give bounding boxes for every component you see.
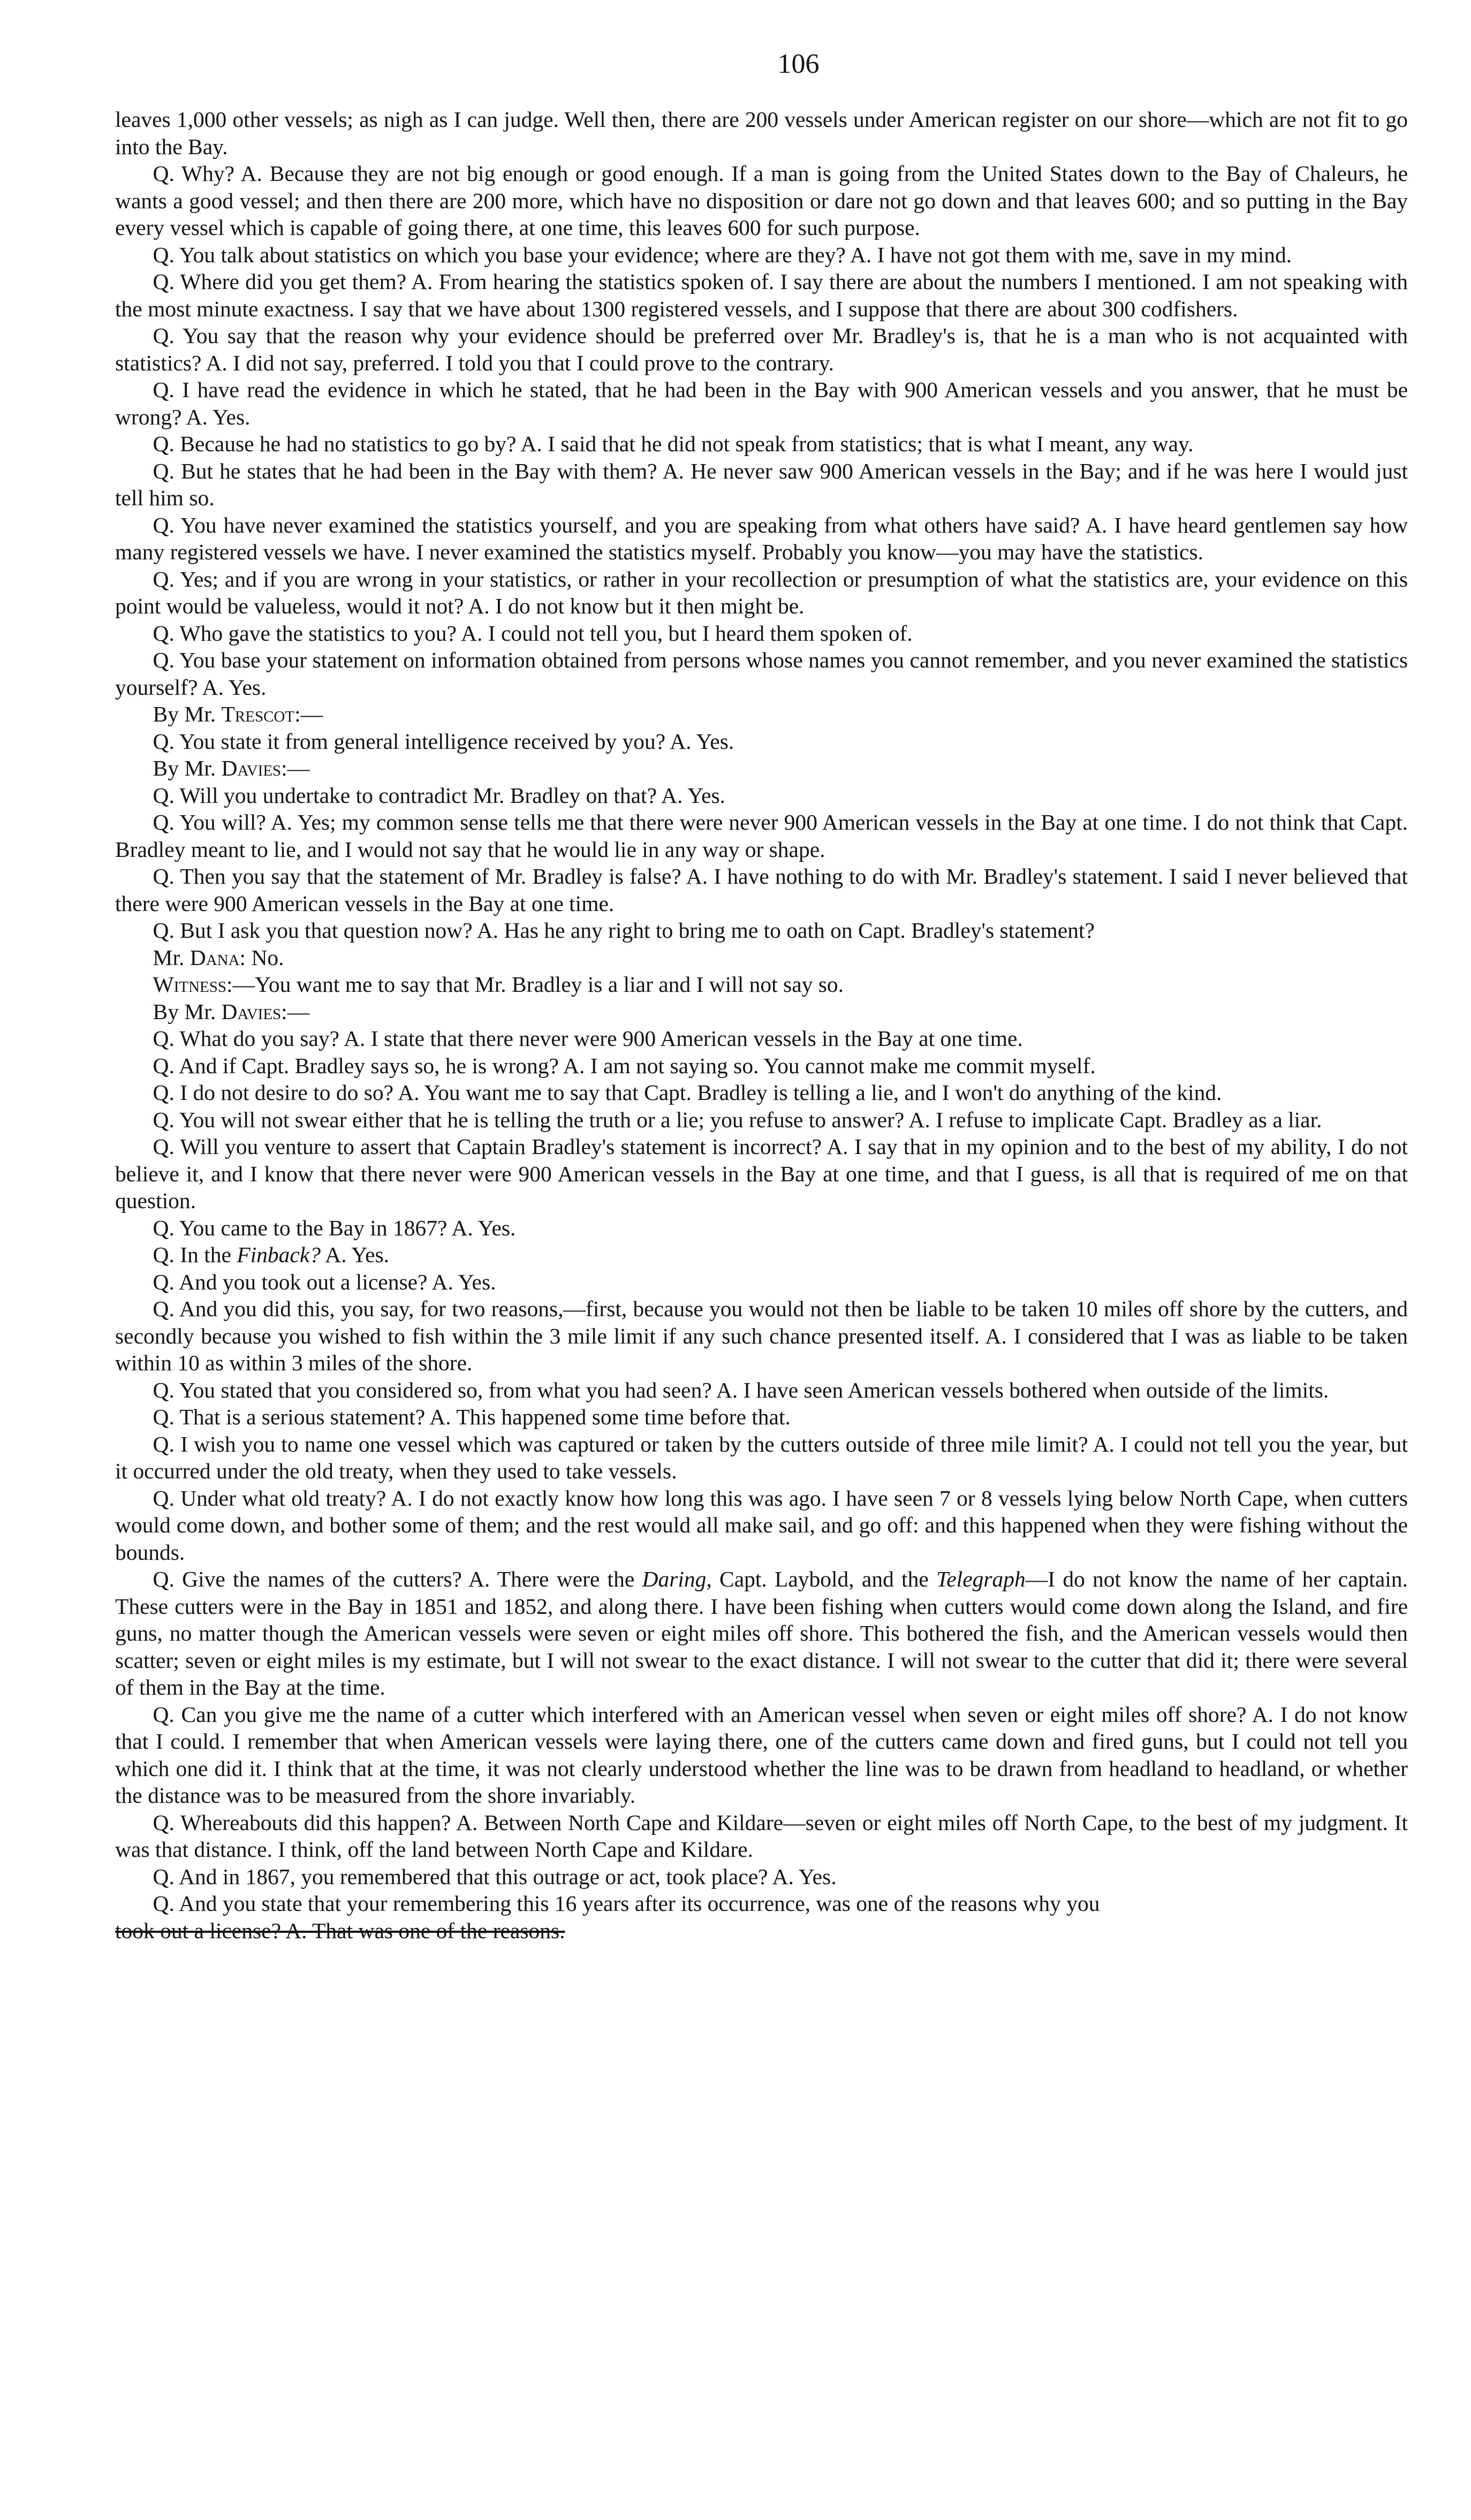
paragraph-text: Q. You base your statement on information obtained from persons whose names you cannot remember, and you never examined the statistics yourself? A. Yes. xyxy=(115,648,1408,700)
paragraph-text: Q. You have never examined the statistics yourself, and you are speaking from what others have said? A. I have heard gentlemen say how many registered vessels we have. I never examined the statistics myself. Probably you know—you may have the statistics. xyxy=(115,512,1408,564)
paragraph-text: Q. Whereabouts did this happen? A. Between North Cape and Kildare—seven or eight miles off North Cape, to the best of my judgment. It was that distance. I think, off the land between North Cape and Kildare. xyxy=(115,1810,1408,1862)
testimony-paragraph xyxy=(115,1431,1408,1485)
paragraph-text: Q. Yes; and if you are wrong in your statistics, or rather in your recollection or presumption of what the statistics are, your evidence on this point would be valueless, would it not? A. I do not know but it then might be. xyxy=(115,566,1408,618)
paragraph-text: By Mr. xyxy=(153,756,222,780)
testimony-paragraph xyxy=(115,782,1408,809)
speaker-heading xyxy=(115,701,1408,728)
paragraph-text: Q. Why? A. Because they are not big enough or good enough. If a man is going from the United States down to the Bay of Chaleurs, he wants a good vessel; and then there are 200 more, which have no disposition or dare not go down and that leaves 600; and so putting in the Bay every vessel which is capable of going there, at one time, this leaves 600 for such purpose. xyxy=(115,161,1408,240)
testimony-paragraph xyxy=(115,1485,1408,1566)
paragraph-text: Q. What do you say? A. I state that there never were 900 American vessels in the Bay at one time. xyxy=(153,1026,1023,1051)
testimony-paragraph xyxy=(115,106,1408,160)
testimony-paragraph xyxy=(115,1403,1408,1431)
testimony-paragraph xyxy=(115,1133,1408,1215)
paragraph-text: Q. I wish you to name one vessel which was captured or taken by the cutters outside of three mile limit? A. I could not tell you the year, but it occurred under the old treaty, when they used to take vessels. xyxy=(115,1431,1408,1483)
testimony-paragraph xyxy=(115,160,1408,241)
testimony-paragraph xyxy=(115,1890,1408,1917)
speaker-heading xyxy=(115,971,1408,998)
paragraph-text: Q. You will? A. Yes; my common sense tells me that there were never 900 American vessels in the Bay at one time. I do not think that Capt. Bradley meant to lie, and I would not say that he would lie in any way or shape. xyxy=(115,810,1408,862)
paragraph-text: Q. And if Capt. Bradley says so, he is wrong? A. I am not saying so. You cannot make me commit myself. xyxy=(153,1053,1096,1078)
paragraph-text: A. Yes. xyxy=(321,1242,390,1267)
paragraph-text: Q. I have read the evidence in which he stated, that he had been in the Bay with 900 American vessels and you answer, that he must be wrong? A. Yes. xyxy=(115,377,1408,429)
speaker-name: Witness xyxy=(153,972,227,997)
speaker-heading xyxy=(115,998,1408,1026)
paragraph-text: Q. That is a serious statement? A. This happened some time before that. xyxy=(153,1405,791,1429)
testimony-paragraph xyxy=(115,647,1408,701)
testimony-text xyxy=(115,106,1408,1944)
paragraph-text: By Mr. xyxy=(153,999,222,1024)
paragraph-text: Q. And in 1867, you remembered that this outrage or act, took place? A. Yes. xyxy=(153,1864,837,1889)
page-number: 106 xyxy=(777,49,820,79)
paragraph-text: By Mr. xyxy=(153,702,222,726)
paragraph-text: Q. You state it from general intelligence received by you? A. Yes. xyxy=(153,728,734,754)
vessel-name: Daring xyxy=(642,1567,707,1591)
testimony-paragraph xyxy=(115,620,1408,647)
testimony-paragraph xyxy=(115,1863,1408,1891)
paragraph-text: Q. Because he had no statistics to go by? A. I said that he did not speak from statistics; that is what I meant, any way. xyxy=(153,431,1194,456)
paragraph-text: Q. And you state that your remembering this 16 years after its occurrence, was one of the reasons why you xyxy=(153,1891,1100,1916)
paragraph-text: :—You want me to say that Mr. Bradley is a liar and I will not say so. xyxy=(226,972,844,997)
testimony-paragraph xyxy=(115,1917,1408,1945)
testimony-paragraph xyxy=(115,809,1408,863)
testimony-paragraph xyxy=(115,728,1408,755)
paragraph-text: , Capt. Laybold, and the xyxy=(706,1567,936,1591)
testimony-paragraph xyxy=(115,1025,1408,1052)
paragraph-text: Q. You will not swear either that he is telling the truth or a lie; you refuse to answer? A. I refuse to implicate Capt. Bradley as a liar. xyxy=(153,1107,1322,1132)
paragraph-text: :— xyxy=(281,999,310,1024)
testimony-paragraph xyxy=(115,1106,1408,1134)
speaker-heading xyxy=(115,944,1408,971)
paragraph-text: Q. You talk about statistics on which you base your evidence; where are they? A. I have not got them with me, save in my mind. xyxy=(153,242,1292,267)
paragraph-text: Q. Under what old treaty? A. I do not exactly know how long this was ago. I have seen 7 or 8 vessels lying below North Cape, when cutters would come down, and bother some of them; and the rest would all make sail, and go off: and this happened when they were fishing without the bounds. xyxy=(115,1485,1408,1565)
paragraph-text: Q. But he states that he had been in the Bay with them? A. He never saw 900 American vessels in the Bay; and if he was here I would just tell him so. xyxy=(115,458,1408,510)
speaker-name: Davies xyxy=(221,756,282,780)
paragraph-text: Q. Who gave the statistics to you? A. I could not tell you, but I heard them spoken of. xyxy=(153,620,913,646)
testimony-paragraph xyxy=(115,1809,1408,1863)
testimony-paragraph xyxy=(115,863,1408,917)
testimony-paragraph xyxy=(115,512,1408,566)
paragraph-text: Q. Will you undertake to contradict Mr. Bradley on that? A. Yes. xyxy=(153,783,726,808)
paragraph-text: Q. In the xyxy=(153,1242,237,1267)
paragraph-text: Mr. xyxy=(153,945,190,970)
paragraph-text: Q. Then you say that the statement of Mr. Bradley is false? A. I have nothing to do with Mr. Bradley's statement. I said I never believed that there were 900 American vessels in the Bay at one time. xyxy=(115,864,1408,916)
paragraph-text: :— xyxy=(281,756,310,780)
testimony-paragraph xyxy=(115,430,1408,458)
paragraph-text: Q. But I ask you that question now? A. Has he any right to bring me to oath on Capt. Bradley's statement? xyxy=(153,918,1095,943)
speaker-name: Trescot xyxy=(221,702,295,726)
paragraph-text: Q. Can you give me the name of a cutter which interfered with an American vessel when seven or eight miles off shore? A. I do not know that I could. I remember that when American vessels were laying there, one of the cutters came down and fired guns, but I could not tell you which one did it. I think that at the time, it was not clearly understood whether the line was to be drawn from headland to headland, or whether the distance was to be measured from the shore invariably. xyxy=(115,1702,1408,1808)
testimony-paragraph xyxy=(115,1566,1408,1701)
testimony-paragraph xyxy=(115,268,1408,322)
testimony-paragraph xyxy=(115,1377,1408,1404)
testimony-paragraph xyxy=(115,566,1408,620)
paragraph-text: Q. And you did this, you say, for two reasons,—first, because you would not then be liable to be taken 10 miles off shore by the cutters, and secondly because you wished to fish within the 3 mile limit if any such chance presented itself. A. I considered that I was as liable to be taken within 10 as within 3 miles of the shore. xyxy=(115,1296,1408,1375)
paragraph-text: Q. And you took out a license? A. Yes. xyxy=(153,1269,496,1294)
paragraph-text: Q. You stated that you considered so, from what you had seen? A. I have seen American vessels bothered when outside of the limits. xyxy=(153,1377,1329,1402)
paragraph-text: Q. Will you venture to assert that Captain Bradley's statement is incorrect? A. I say that in my opinion and to the best of my ability, I do not believe it, and I know that there never were 900 American vessels in the Bay at one time, and that I guess, is all that is required of me on that question. xyxy=(115,1134,1408,1213)
testimony-paragraph xyxy=(115,322,1408,376)
paragraph-text: : No. xyxy=(239,945,284,970)
speaker-heading xyxy=(115,755,1408,782)
testimony-paragraph xyxy=(115,1241,1408,1269)
paragraph-text: —I do not know the name of her captain. These cutters were in the Bay in 1851 and 1852, and along there. I have been fishing when cutters would come down along the Island, and fire guns, no matter though the American vessels were seven or eight miles off shore. This bothered the fish, and the American vessels would then scatter; seven or eight miles is my estimate, but I will not swear to the exact distance. I will not swear to the cutter that did it; there were several of them in the Bay at the time. xyxy=(115,1567,1408,1699)
paragraph-text: Q. Give the names of the cutters? A. There were the xyxy=(153,1567,642,1591)
paragraph-text: Q. I do not desire to do so? A. You want me to say that Capt. Bradley is telling a lie, and I won't do anything of the kind. xyxy=(153,1080,1222,1105)
testimony-paragraph xyxy=(115,376,1408,430)
testimony-paragraph xyxy=(115,917,1408,944)
speaker-name: Dana xyxy=(189,945,240,970)
paragraph-text: Q. You say that the reason why your evidence should be preferred over Mr. Bradley's is, that he is a man who is not acquainted with statistics? A. I did not say, preferred. I told you that I could prove to the contrary. xyxy=(115,323,1408,375)
paragraph-text: leaves 1,000 other vessels; as nigh as I can judge. Well then, there are 200 vessels under American register on our shore—which are not fit to go into the Bay. xyxy=(115,107,1408,159)
vessel-name: Telegraph xyxy=(936,1567,1026,1591)
paragraph-text: :— xyxy=(294,702,323,726)
testimony-paragraph xyxy=(115,1079,1408,1106)
testimony-paragraph xyxy=(115,1701,1408,1809)
paragraph-text: Q. You came to the Bay in 1867? A. Yes. xyxy=(153,1215,516,1240)
testimony-paragraph xyxy=(115,458,1408,512)
testimony-paragraph xyxy=(115,1215,1408,1242)
paragraph-text: Q. Where did you get them? A. From hearing the statistics spoken of. I say there are about the numbers I mentioned. I am not speaking with the most minute exactness. I say that we have about 1300 registered vessels, and I suppose that there are about 300 codfishers. xyxy=(115,269,1408,321)
testimony-paragraph xyxy=(115,1269,1408,1296)
testimony-paragraph xyxy=(115,241,1408,269)
paragraph-text: took out a license? A. That was one of the reasons. xyxy=(115,1918,565,1943)
testimony-paragraph xyxy=(115,1295,1408,1377)
speaker-name: Davies xyxy=(221,999,282,1024)
testimony-paragraph xyxy=(115,1052,1408,1080)
vessel-name: Finback? xyxy=(237,1242,321,1267)
